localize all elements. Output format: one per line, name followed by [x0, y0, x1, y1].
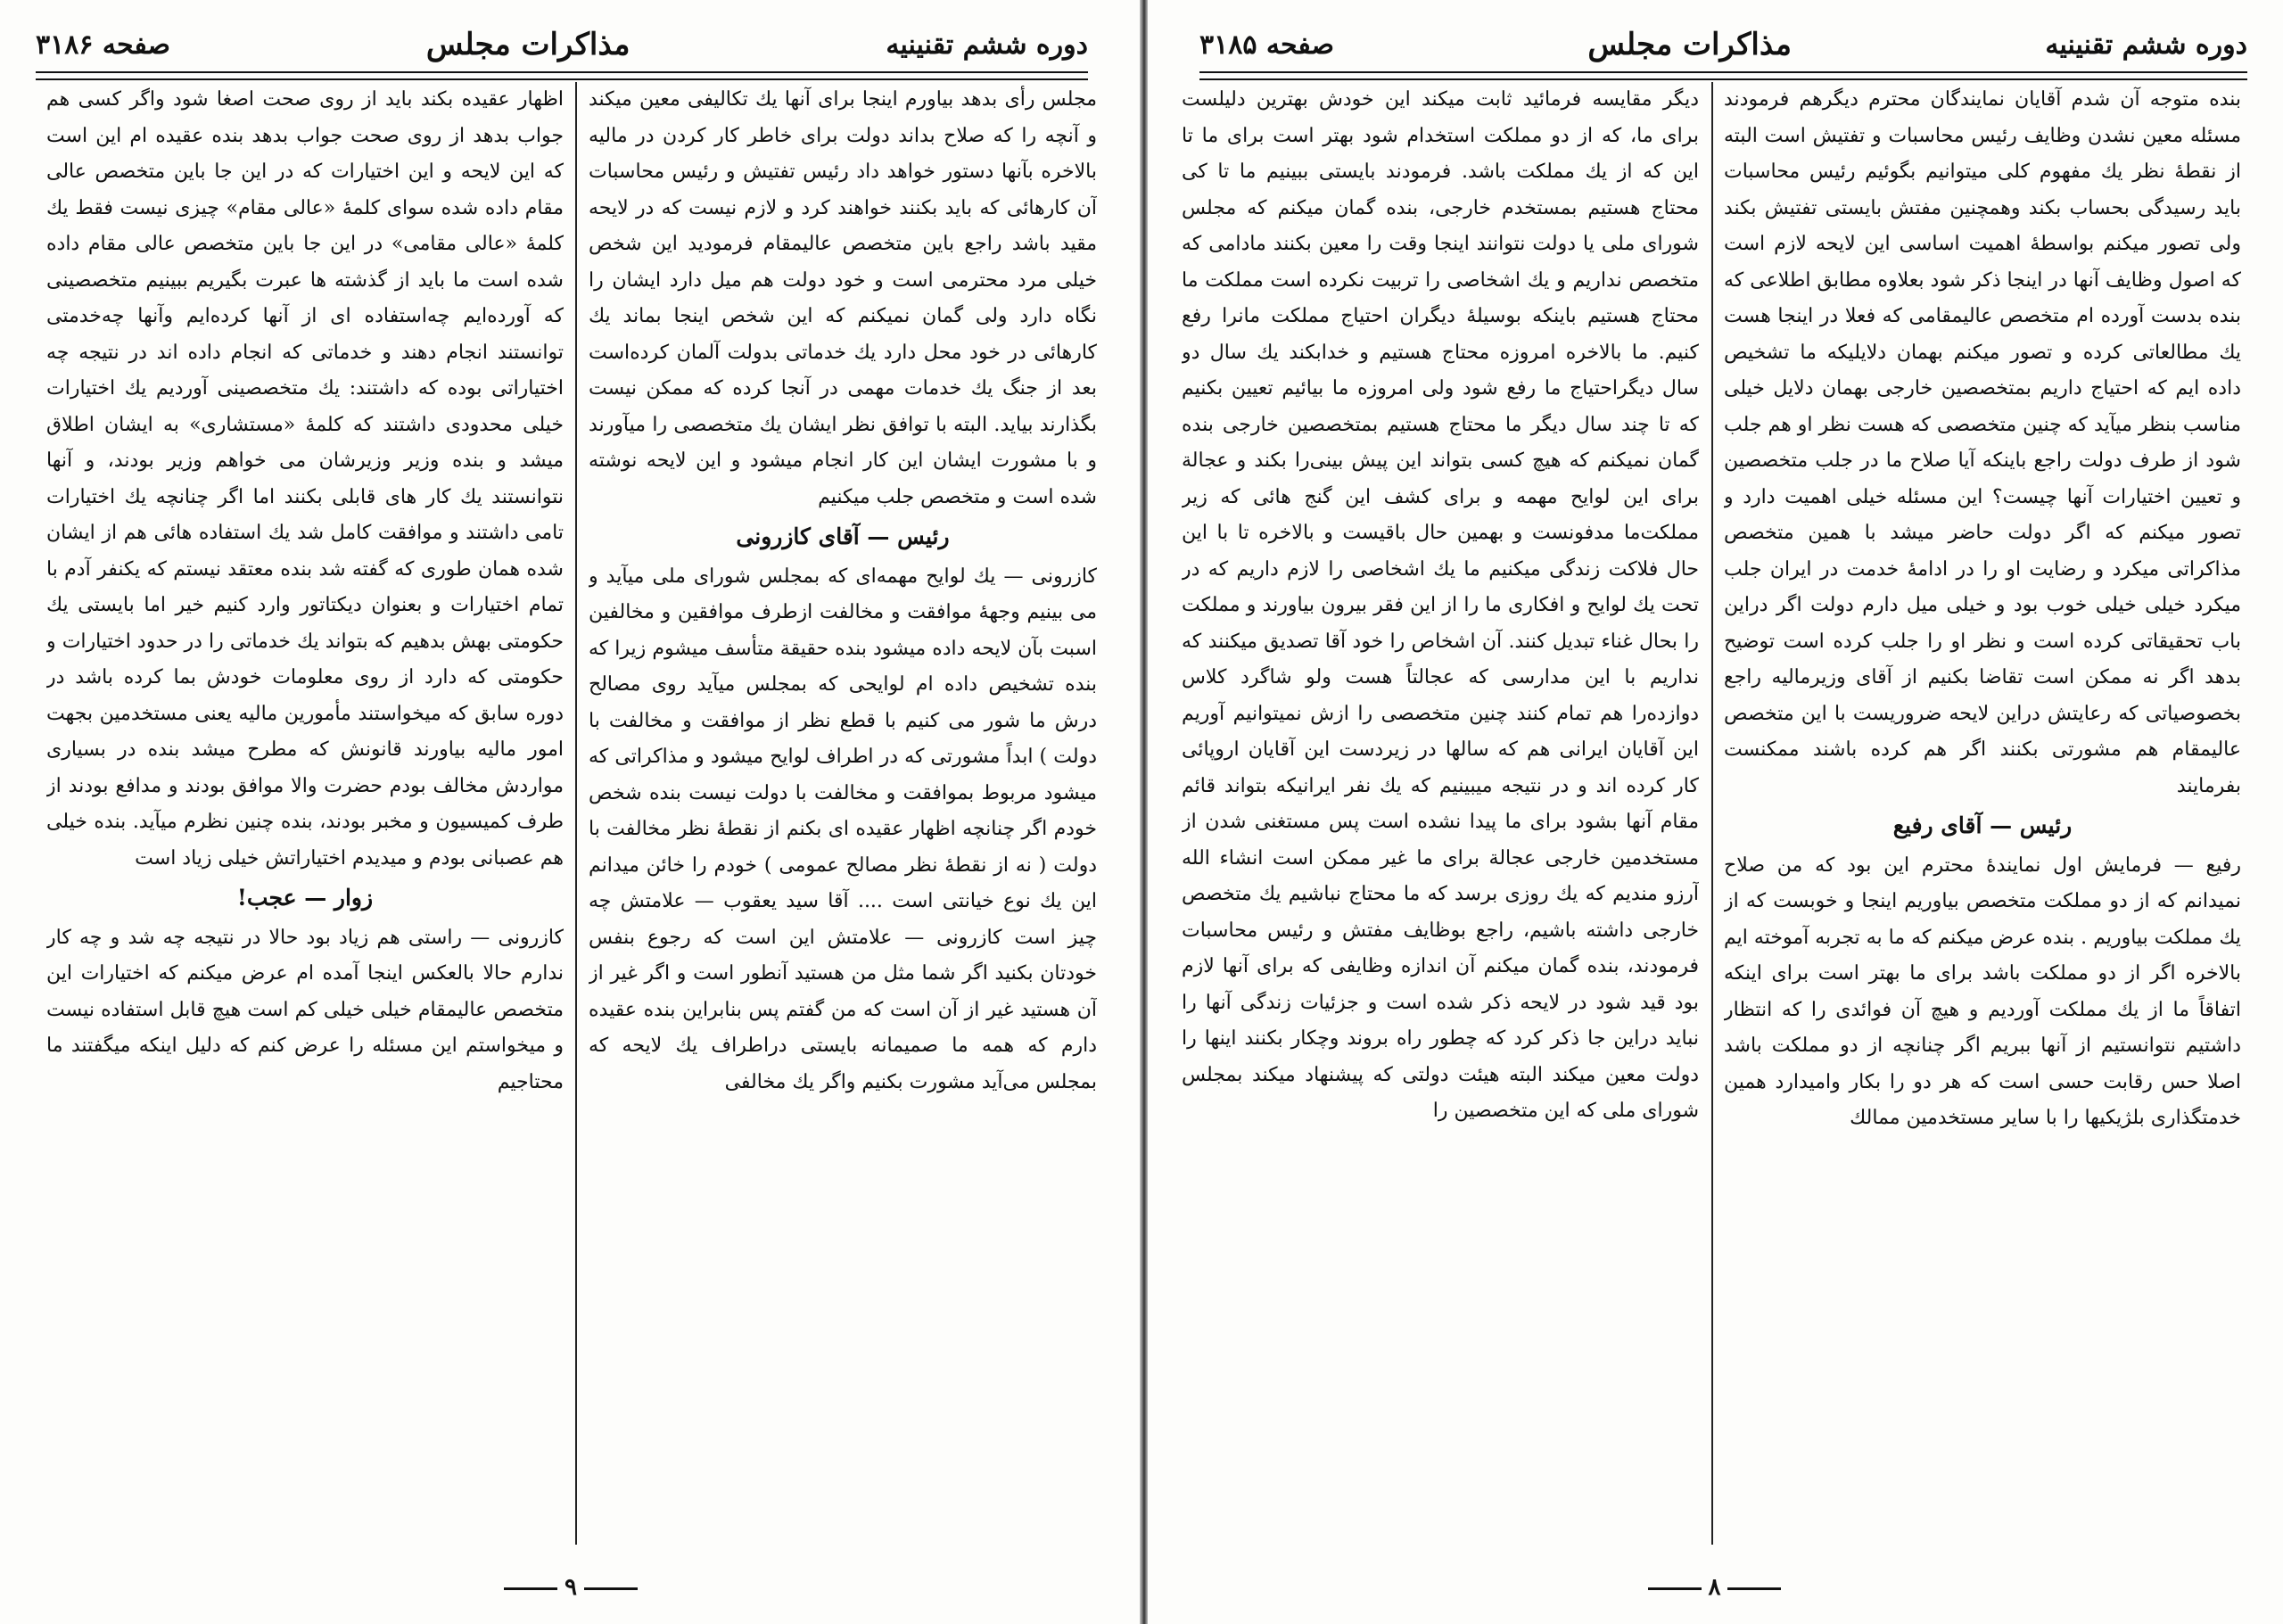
- right-page: [1146, 0, 2283, 1624]
- left-page-header: [36, 20, 1088, 70]
- left-page-right-column: [589, 82, 1097, 1562]
- right-page-left-column: [1182, 82, 1699, 1562]
- header-rule: [36, 71, 1088, 80]
- speaker-heading: رئیس — آقای كازرونی: [736, 523, 950, 549]
- paragraph: كازرونی — یك لوایح مهمه‌ای كه بمجلس شورای ملی میآید و می بینیم وجههٔ موافقت و مخالفت ازطرف موافقین و مخالفین اسبت بآن لایحه داده میشود بنده حقیقة متأسف میشوم زیرا كه بنده تشخیص داده ام لوایحی كه بمجلس میآید روی مصالح درش ما شور می كنیم با قطع نظر از موافقت و مخالفت با دولت ) ابداً مشورتی كه در اطراف لوایح میشود و مذاكراتی كه میشود مربوط بموافقت و مخالفت با دولت نیست بنده شخص خودم اگر چنانچه اظهار عقیده ای بكنم از نقطهٔ نظر مخالفت با دولت ( نه از نقطهٔ نظر مصالح عمومی ) خودم را خائن میدانم این یك نوع خیانتی است .... آقا سید یعقوب — علامتش چه چیز است كازرونی — علامتش این است كه رجوع بنفس خودتان بكنید اگر شما مثل من هستید آنطور است و اگر غیر از آن هستید غیر از آن است كه من گفتم پس بنابراین بنده عقیده دارم كه همه ما صمیمانه بایستی دراطراف یك لایحه كه بمجلس می‌آید مشورت بكنیم واگر یك مخالفی: [589, 565, 1097, 1093]
- page-footer: [1146, 1574, 2283, 1601]
- paragraph: بنده متوجه آن شدم آقایان نمایندگان محترم دیگرهم فرمودند مسئله معین نشدن وظایف رئیس محاسبات و تفتیش است البته از نقطهٔ نظر یك مفهوم كلی میتوانیم بگوئیم رئیس محاسبات باید رسیدگی بحساب بكند وهمچنین مفتش بایستی تفتیش بكند ولی تصور میكنم بواسطهٔ اهمیت اساسی این لایحه لازم است كه اصول وظایف آنها در اینجا ذكر شود بعلاوه مطابق اطلاعی كه بنده بدست آورده ام متخصص عالیمقامی كه فعلا در اینجا هست یك مطالعاتی كرده و تصور میكنم بهمان دلایلیكه ما تشخیص داده ایم كه احتیاج داریم بمتخصصین خارجی بهمان دلایل خیلی مناسب بنظر میآید كه چنین متخصصی كه هست نظر او هم جلب شود از طرف دولت راجع باینكه آیا صلاح ما در جلب متخصصین و تعیین اختیارات آنها چیست؟ این مسئله خیلی اهمیت دارد و تصور میكنم كه اگر دولت حاضر میشد با همین متخصص مذاكراتی میكرد و رضایت او را در ادامهٔ خدمت در ایران جلب میكرد خیلی خیلی خوب بود و خیلی میل دارم دولت اگر دراین باب تحقیقاتی كرده است و نظر او را جلب كرده است توضیح بدهد اگر نه ممكن است تقاضا بكنیم از آقای وزیرمالیه راجع بخصوصیاتی كه رعایتش دراین لایحه ضروریست با این متخصص عالیمقام هم مشورتی بكنند اگر هم كرده باشند ممكنست بفرمایند: [1724, 88, 2241, 797]
- column-divider: [575, 82, 577, 1545]
- right-page-header: [1199, 20, 2247, 70]
- column-divider: [1711, 82, 1713, 1545]
- paragraph: رفیع — فرمایش اول نمایندهٔ محترم این بود كه من صلاح نمیدانم كه از دو مملكت متخصص بیاوریم اینجا و خوبست كه از یك مملكت بیاوریم . بنده عرض میكنم كه ما به تجربه آموخته ایم بالاخره اگر از دو مملكت باشد برای ما بهتر است برای اینكه اتفاقاً ما از یك مملكت آوردیم و هیچ آن فوائدی را كه انتظار داشتیم نتوانستیم از آنها ببریم اگر چنانچه از دو مملكت باشد اصلا حس رقابت حسی است كه هر دو را بكار وامیدارد همین خدمتگذاری بلژیكیها را با سایر مستخدمین ممالك: [1724, 853, 2241, 1129]
- left-page-left-column: [46, 82, 564, 1562]
- paragraph: دیگر مقایسه فرمائید ثابت میكند این خودش بهترین دلیلست برای ما، كه از دو مملكت استخدام شود بهتر است برای ما تا این كه از یك مملكت باشد. فرمودند بایستی ببینیم ما تا كی محتاج هستیم بمستخدم خارجی، بنده گمان میكنم كه مجلس شورای ملی یا دولت نتوانند اینجا وقت را معین بكنند مادامی كه متخصص نداریم و یك اشخاصی را تربیت نكرده است مملكت ما محتاج هستیم باینكه بوسیلهٔ دیگران احتیاج مملكت مانرا رفع كنیم. ما بالاخره امروزه محتاج هستیم و خدابكند یك سال دو سال دیگراحتیاج ما رفع شود ولی امروزه ما بیائیم تعیین بكنیم كه تا چند سال دیگر ما محتاج هستیم بمتخصصین خارجی بنده گمان نمیكنم كه هیچ كسی بتواند این پیش بینی‌را بكند و عجالة برای این لوایح مهمه و برای كشف این گنج هائی كه زیر مملكت‌ما مدفونست و بهمین حال باقیست و بالاخره تا با این حال فلاكت زندگی میكنیم ما یك اشخاصی را لازم داریم كه در تحت یك لوایح و افكاری ما را از این فقر بیرون بیاورند و مملكت را بحال غناء تبدیل كنند. آن اشخاص را خود آقا تصدیق میكنند كه نداریم با این مدارسی كه عجالتاً هست ولو شاگرد كلاس دوازده‌را هم تمام كنند چنین متخصصی را ازش نمیتوانیم آوریم این آقایان ایرانی هم كه سالها در زیردست این آقایان اروپائی كار كرده اند و در نتیجه میبینیم كه یك نفر ایرانیكه بتواند قائم مقام آنها بشود برای ما پیدا نشده است پس مستغنی شدن از مستخدمین خارجی عجالة برای ما غیر ممكن است انشاء الله آرزو مندیم كه یك روزی برسد كه ما محتاج نباشیم یك متخصص خارجی داشته باشیم، راجع بوظایف مفتش و رئیس محاسبات فرمودند، بنده گمان میكنم آن اندازه وظایفی كه برای آنها لازم بود قید شود در لایحه ذكر شده است و جزئیات زندگی آنها را نباید دراین جا ذكر كرد كه چطور راه بروند وچكار بكنند اینها را دولت معین میكند البته هیئت دولتی كه پیشنهاد میكند بمجلس شورای ملی كه این متخصصین را: [1182, 88, 1699, 1122]
- session-label: دوره ششم تقنینیه: [2045, 29, 2247, 61]
- paragraph: كازرونی — راستی هم زیاد بود حالا در نتیجه چه شد و چه كار ندارم حالا بالعكس اینجا آمده ام عرض میكنم كه اختیارات این متخصص عالیمقام خیلی خیلی كم است هیچ قابل استفاده نیست و میخواستم این مسئله را عرض كنم كه دلیل اینكه میگفتند ما محتاجیم: [46, 926, 564, 1093]
- speaker-heading: رئیس — آقای رفیع: [1892, 812, 2073, 838]
- footer-number: ۹: [565, 1574, 577, 1601]
- footer-dash: [1727, 1587, 1781, 1590]
- journal-title: مذاکرات مجلس: [1587, 27, 1792, 62]
- page-footer: [0, 1574, 1142, 1601]
- footer-number: ۸: [1708, 1574, 1721, 1601]
- header-rule: [1199, 71, 2247, 80]
- footer-dash: [1648, 1587, 1702, 1590]
- journal-title: مذاکرات مجلس: [425, 27, 631, 62]
- footer-dash: [584, 1587, 638, 1590]
- interjection: زوار — عجب!: [236, 885, 374, 911]
- footer-dash: [504, 1587, 557, 1590]
- right-page-right-column: [1724, 82, 2241, 1562]
- page-number-label: صفحه ۳۱۸۵: [1199, 29, 1334, 61]
- page-number-label: صفحه ۳۱۸۶: [36, 29, 170, 61]
- paragraph: مجلس رأی بدهد بیاورم اینجا برای آنها یك تكالیفی معین میكند و آنچه را كه صلاح بداند دولت برای خاطر كار كردن در مالیه بالاخره بآنها دستور خواهد داد رئیس تفتیش و رئیس محاسبات آن كارهائی كه باید بكنند خواهند كرد و لازم نیست كه در لایحه مقید باشد راجع باین متخصص عالیمقام فرمودید این شخص خیلی مرد محترمی است و خود دولت هم میل دارد ایشان را نگاه دارد ولی گمان نمیكنم كه این شخص اینجا بماند یك كارهائی در خود محل دارد یك خدماتی بدولت آلمان كرده‌است بعد از جنگ یك خدمات مهمی در آنجا كرده كه ممكن نیست بگذارند بیاید. البته با توافق نظر ایشان یك متخصصی را میآورند و با مشورت ایشان این كار انجام میشود و این لایحه نوشته شده است و متخصص جلب میكنیم: [589, 88, 1097, 508]
- session-label: دوره ششم تقنینیه: [886, 29, 1088, 61]
- paragraph: اظهار عقیده بكند باید از روی صحت اصغا شود واگر كسی هم جواب بدهد از روی صحت جواب بدهد بنده عقیده ام این است كه این لایحه و این اختیارات كه در این جا باین متخصص عالی مقام داده شده سوای كلمهٔ «عالی مقام» چیزی نیست فقط یك كلمهٔ «عالی مقامی» در این جا باین متخصص عالی مقام داده شده است ما باید از گذشته ها عبرت بگیریم ببینیم متخصصینی كه آورده‌ایم چه‌استفاده ای از آنها كرده‌ایم وآنها چه‌خدمتی توانستند انجام دهند و خدماتی كه انجام داده اند در نتیجه چه اختیاراتی بوده كه داشتند: یك متخصصینی آوردیم یك اختیارات خیلی محدودی داشتند كه كلمهٔ «مستشاری» به ایشان اطلاق میشد و بنده وزیر وزیرشان می خواهم وزیر بودند، و آنها نتوانستند یك كار های قابلی بكنند اما اگر چنانچه یك اختیارات تامی داشتند و موافقت كامل شد یك استفاده هائی هم از ایشان شده همان طوری كه گفته شد بنده معتقد نیستم كه یكنفر آدم با تمام اختیارات و بعنوان دیكتاتور وارد كنیم خیر اما بایستی یك حكومتی بهش بدهیم كه بتواند یك خدماتی را در حدود اختیارات و حكومتی كه دارد از روی معلومات خودش بما كرده باشد در دوره سابق كه میخواستند مأمورین مالیه یعنی مستخدمین بجهت امور مالیه بیاورند قانونش كه مطرح میشد بنده در بسیاری مواردش مخالف بودم حضرت والا موافق بودند و مدافع بودند از طرف كمیسیون و مخبر بودند، بنده چنین نظرم میآید. بنده خیلی هم عصبانی بودم و میدیدم اختیاراتش خیلی زیاد است: [46, 88, 564, 870]
